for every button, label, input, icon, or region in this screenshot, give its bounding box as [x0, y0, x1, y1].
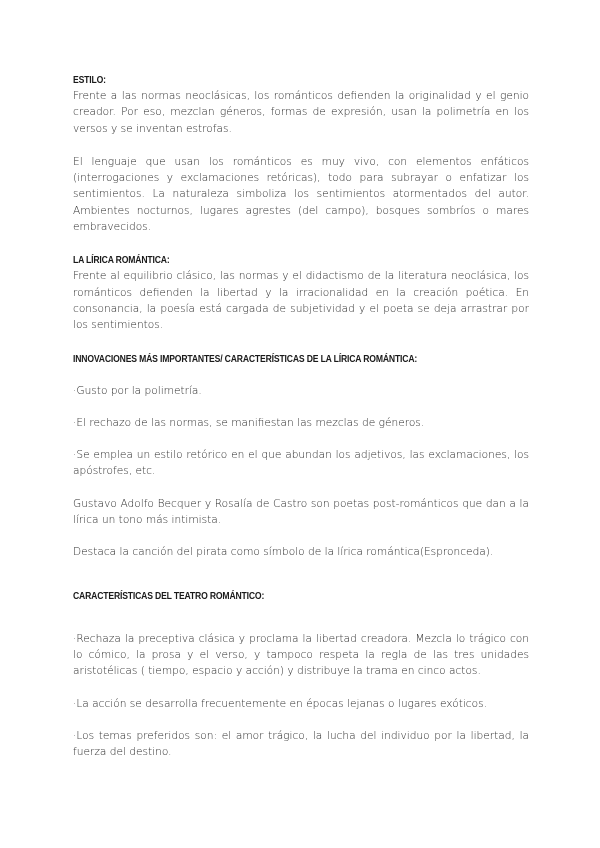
list-item: ·La acción se desarrolla frecuentemente en épocas lejanas o lugares exóticos. — [73, 697, 487, 710]
list-item: ·El rechazo de las normas, se manifiestan las mezclas de géneros. — [73, 416, 425, 429]
heading-teatro-romantico: CARACTERÍSTICAS DEL TEATRO ROMÁNTICO: — [73, 589, 265, 602]
list-item: ·Rechaza la preceptiva clásica y proclama la libertad creadora. Mezcla lo trágico con lo cómico, la prosa y el verso, y tampoco respeta la regla de las tres unidades aristotélicas ( tiempo, espacio y acción) y distribuye la trama en cinco actos. — [73, 632, 529, 678]
list-item: ·Se emplea un estilo retórico en el que abundan los adjetivos, las exclamaciones, los apóstrofes, etc. — [73, 449, 529, 478]
paragraph-estilo-2: El lenguaje que usan los románticos es muy vivo, con elementos enfáticos (interrogaciones y exclamaciones retóricas), todo para subrayar o enfatizar los sentimientos. La naturaleza simboliza los sentimientos atormentados del autor. Ambientes nocturnos, lugares agrestes (del campo), bosques sombríos o mares embravecidos. — [73, 155, 529, 234]
document-page — [73, 72, 529, 760]
paragraph-lirica-1: Frente al equilibrio clásico, las normas y el didactismo de la literatura neoclásica, los románticos defienden la libertad y la irracionalidad en la creación poética. En consonancia, la poesía está cargada de subjetividad y el poeta se deja arrastrar por los sentimientos. — [73, 270, 529, 332]
list-item: ·Gusto por la polimetría. — [73, 384, 202, 397]
heading-lirica-romantica: LA LÍRICA ROMÁNTICA: — [73, 254, 170, 267]
heading-estilo: ESTILO: — [73, 74, 106, 86]
list-item: ·Los temas preferidos son: el amor trágico, la lucha del individuo por la libertad, la fuerza del destino. — [73, 729, 529, 759]
paragraph-poetas: Gustavo Adolfo Becquer y Rosalía de Castro son poetas post-románticos que dan a la lírica un tono más intimista. — [73, 497, 529, 527]
heading-innovaciones: INNOVACIONES MÁS IMPORTANTES/ CARACTERÍSTICAS DE LA LÍRICA ROMÁNTICA: — [73, 352, 418, 365]
paragraph-pirata: Destaca la canción del pirata como símbolo de la lírica romántica(Espronceda). — [73, 546, 494, 559]
paragraph-estilo-1: Frente a las normas neoclásicas, los románticos defienden la originalidad y el genio creador. Por eso, mezclan géneros, formas de expresión, usan la polimetría en los versos y se inventan estrofas. — [73, 90, 529, 135]
